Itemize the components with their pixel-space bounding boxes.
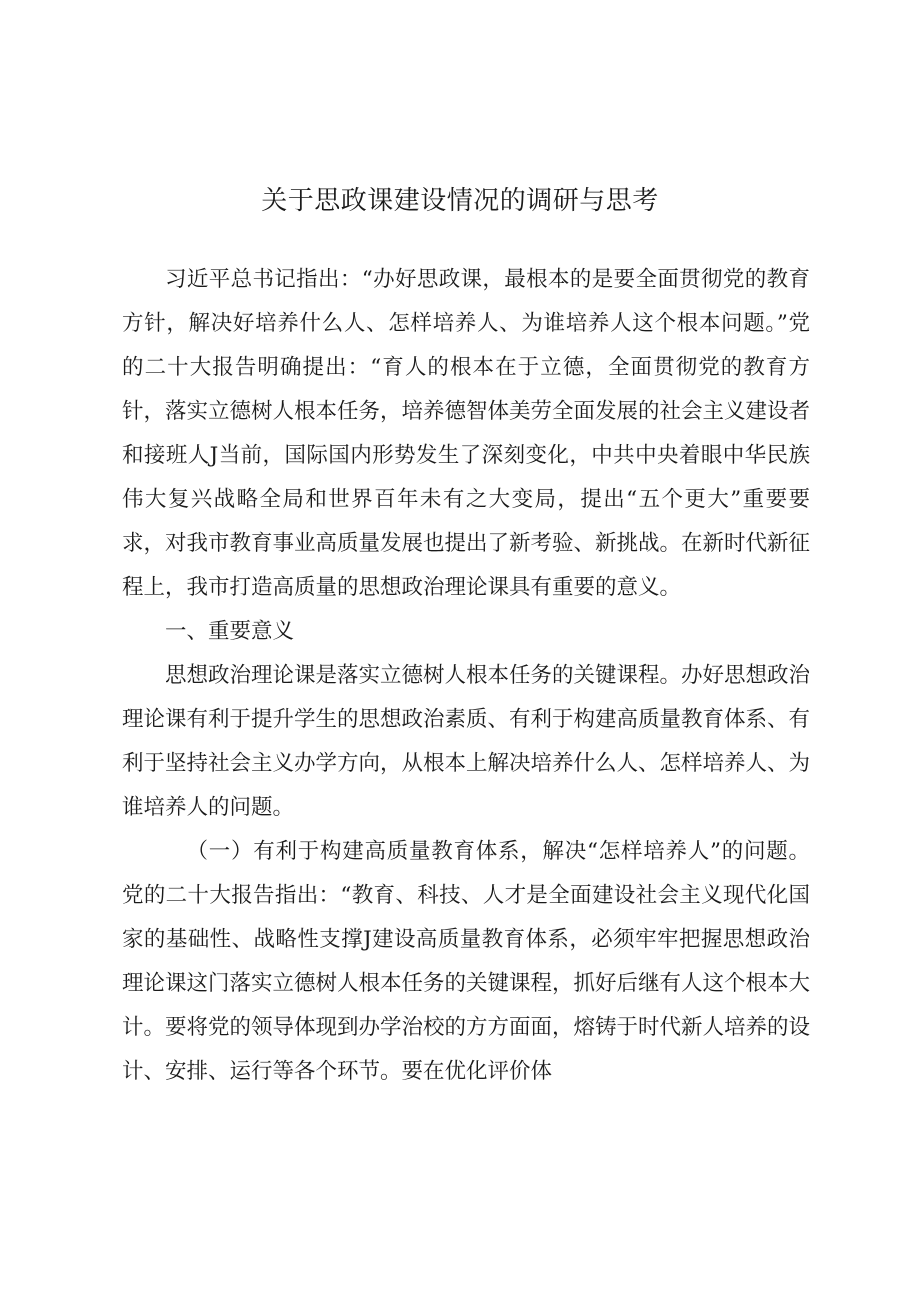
- document-title: 关于思政课建设情况的调研与思考: [261, 186, 659, 216]
- paragraph-intro: 习近平总书记指出：“办好思政课，最根本的是要全面贯彻党的教育方针，解决好培养什么人、怎样培养人、为谁培养人这个根本问题。”党的二十大报告明确提出：“育人的根本在于立德，全面贯彻党的教育方针，落实立德树人根本任务，培养德智体美劳全面发展的社会主义建设者和接班人J当前，国际国内形势发生了深刻变化，中共中央着眼中华民族伟大复兴战略全局和世界百年未有之大变局，提出“五个更大”重要要求，对我市教育事业高质量发展也提出了新考验、新挑战。在新时代新征程上，我市打造高质量的思想政治理论课具有重要的意义。: [122, 267, 811, 600]
- paragraph-significance: 思想政治理论课是落实立德树人根本任务的关键课程。办好思想政治理论课有利于提升学生的思想政治素质、有利于构建高质量教育体系、有利于坚持社会主义办学方向，从根本上解决培养什么人、怎样培养人、为谁培养人的问题。: [122, 663, 811, 820]
- document-body: [122, 258, 810, 1094]
- paragraph-subsection-one: （一）有利于构建高质量教育体系，解决“怎样培养人”的问题。党的二十大报告指出：“教育、科技、人才是全面建设社会主义现代化国家的基础性、战略性支撑J建设高质量教育体系，必须牢牢把握思想政治理论课这门落实立德树人根本任务的关键课程，抓好后继有人这个根本大计。要将党的领导体现到办学治校的方方面面，熔铸于时代新人培养的设计、安排、运行等各个环节。要在优化评价体: [122, 839, 811, 1084]
- section-heading: 一、重要意义: [165, 619, 295, 644]
